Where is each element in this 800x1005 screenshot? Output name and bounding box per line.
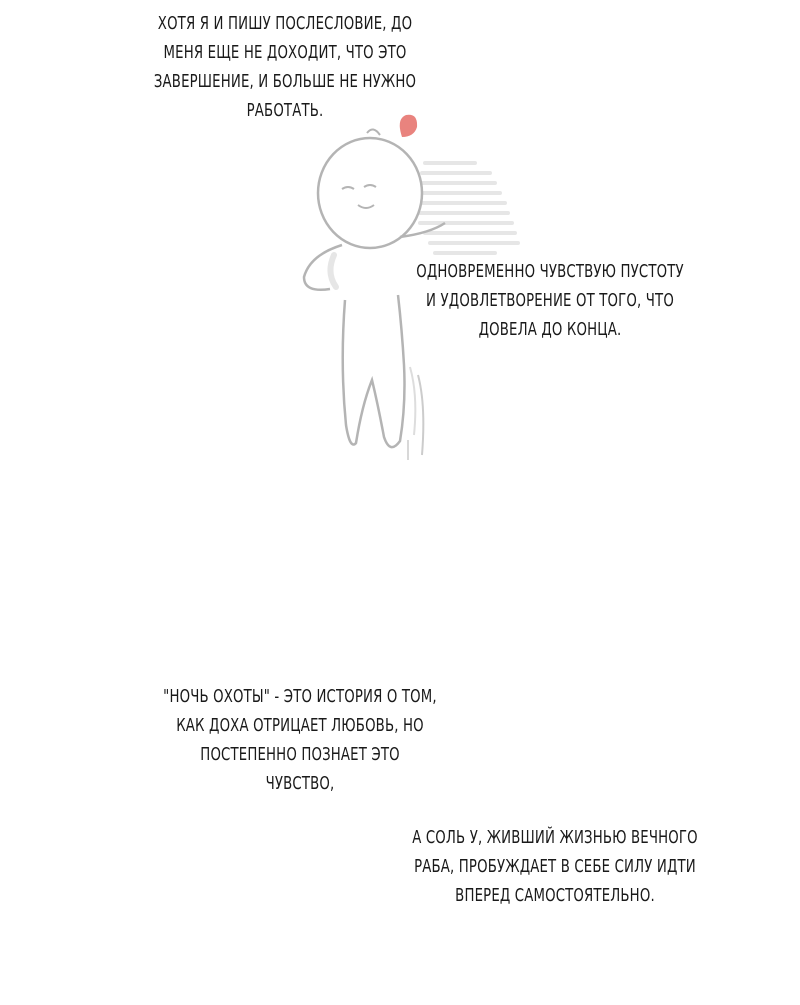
- caption-line: И УДОВЛЕТВОРЕНИЕ ОТ ТОГО, ЧТО: [426, 290, 674, 311]
- caption-line: ОДНОВРЕМЕННО ЧУВСТВУЮ ПУСТОТУ: [416, 261, 684, 282]
- caption-line: "НОЧЬ ОХОТЫ" - ЭТО ИСТОРИЯ О ТОМ,: [163, 686, 437, 707]
- caption-line: РАБА, ПРОБУЖДАЕТ В СЕБЕ СИЛУ ИДТИ: [414, 856, 696, 877]
- caption-line: ХОТЯ Я И ПИШУ ПОСЛЕСЛОВИЕ, ДО: [157, 13, 413, 34]
- caption-character-summary: [395, 823, 715, 910]
- speed-lines: [420, 163, 518, 253]
- caption-story-summary: [140, 682, 460, 798]
- caption-feelings: [394, 257, 706, 344]
- caption-line: ЧУВСТВО,: [265, 773, 335, 794]
- caption-line: ЗАВЕРШЕНИЕ, И БОЛЬШЕ НЕ НУЖНО: [153, 71, 417, 92]
- caption-line: ДОВЕЛА ДО КОНЦА.: [478, 319, 622, 340]
- caption-line: РАБОТАТЬ.: [246, 100, 324, 121]
- caption-line: МЕНЯ ЕЩЕ НЕ ДОХОДИТ, ЧТО ЭТО: [163, 42, 407, 63]
- caption-line: ВПЕРЕД САМОСТОЯТЕЛЬНО.: [455, 885, 655, 906]
- caption-line: КАК ДОХА ОТРИЦАЕТ ЛЮБОВЬ, НО: [176, 715, 424, 736]
- caption-line: А СОЛЬ У, ЖИВШИЙ ЖИЗНЬЮ ВЕЧНОГО: [412, 827, 698, 848]
- caption-line: ПОСТЕПЕННО ПОЗНАЕТ ЭТО: [200, 744, 400, 765]
